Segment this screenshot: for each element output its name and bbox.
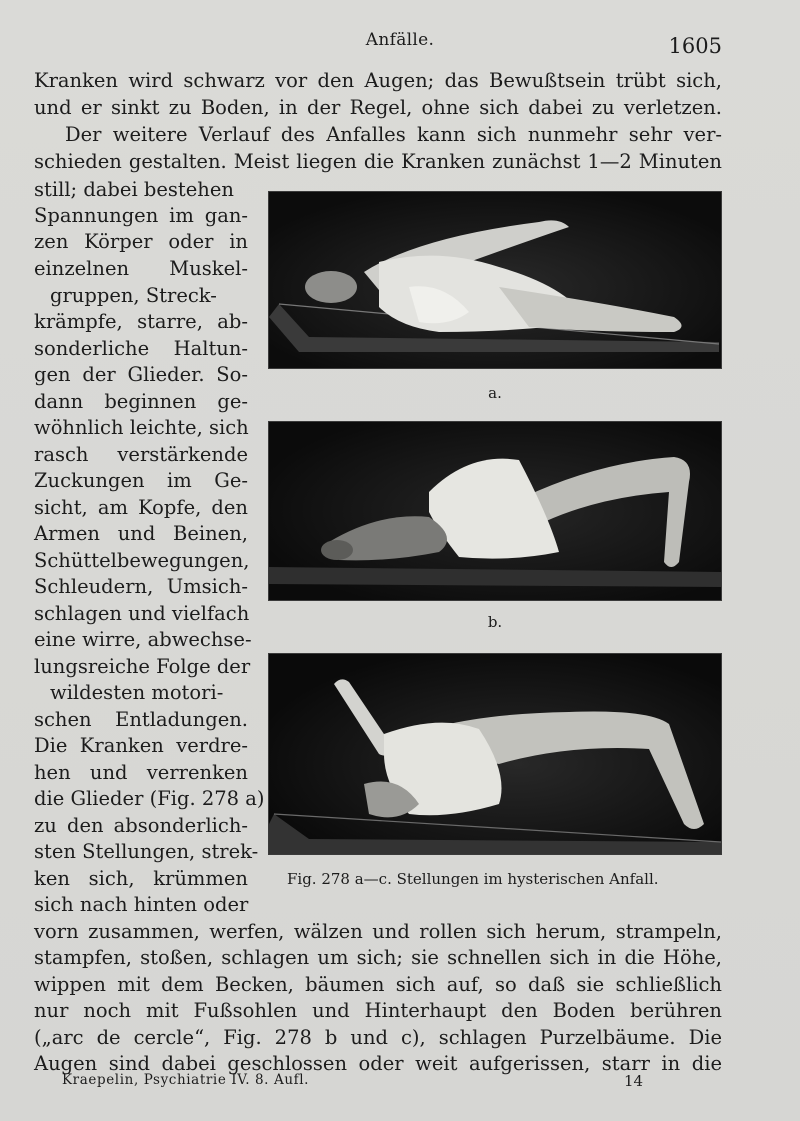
column-line: still; dabei bestehen [34, 178, 234, 201]
text-line: Augen sind dabei geschlossen oder weit aufgerissen, starr in die [34, 1052, 722, 1075]
column-line: Schüttelbewegungen, [34, 549, 250, 572]
column-line: gruppen, Streck- [50, 284, 217, 307]
column-line: Schleudern, Umsich- [34, 575, 248, 598]
column-line: schen Entladungen. [34, 708, 248, 731]
column-line: rasch verstärkende [34, 443, 248, 466]
page-number: 1605 [668, 34, 722, 58]
column-line: gen der Glieder. So- [34, 363, 248, 386]
text-line: nur noch mit Fußsohlen und Hinterhaupt den Boden berühren [34, 999, 722, 1022]
column-line: Spannungen im gan- [34, 204, 248, 227]
photo-figure-a [268, 191, 722, 369]
figure-label-b: b. [487, 613, 503, 631]
text-line: („arc de cercle“, Fig. 278 b und c), schlagen Purzelbäume. Die [34, 1026, 722, 1049]
column-line: sich nach hinten oder [34, 893, 249, 916]
text-line: wippen mit dem Becken, bäumen sich auf, so daß sie schließlich [34, 973, 722, 996]
photo-figure-c-image [269, 654, 721, 854]
column-line: sicht, am Kopfe, den [34, 496, 248, 519]
text-line: vorn zusammen, werfen, wälzen und rollen sich herum, strampeln, [34, 920, 722, 943]
column-line: eine wirre, abwechse- [34, 628, 252, 651]
column-line: zen Körper oder in [34, 230, 248, 253]
photo-figure-a-image [269, 192, 721, 368]
column-line: krämpfe, starre, ab- [34, 310, 248, 333]
text-line: stampfen, stoßen, schlagen um sich; sie schnellen sich in die Höhe, [34, 946, 722, 969]
column-line: dann beginnen ge- [34, 390, 248, 413]
column-line: wildesten motori- [50, 681, 224, 704]
photo-figure-c [268, 653, 722, 855]
column-line: einzelnen Muskel- [34, 257, 248, 280]
column-line: wöhnlich leichte, sich [34, 416, 249, 439]
figure-label-a: a. [488, 384, 502, 402]
column-line: sten Stellungen, strek- [34, 840, 259, 863]
text-line: schieden gestalten. Meist liegen die Kranken zunächst 1—2 Minuten [34, 150, 722, 173]
running-header: Anfälle. [365, 30, 435, 50]
column-line: lungsreiche Folge der [34, 655, 251, 678]
column-line: sonderliche Haltun- [34, 337, 248, 360]
column-line: Zuckungen im Ge- [34, 469, 248, 492]
column-line: hen und verrenken [34, 761, 248, 784]
column-line: schlagen und vielfach [34, 602, 250, 625]
column-line: ken sich, krümmen [34, 867, 248, 890]
photo-figure-b [268, 421, 722, 601]
column-line: die Glieder (Fig. 278 a) [34, 787, 265, 810]
footer-sheet-number: 14 [624, 1072, 644, 1090]
column-line: Die Kranken verdre- [34, 734, 248, 757]
text-line: Der weitere Verlauf des Anfalles kann sich nunmehr sehr ver- [65, 123, 722, 146]
photo-figure-b-image [269, 422, 721, 600]
text-line: und er sinkt zu Boden, in der Regel, ohne sich dabei zu verletzen. [34, 96, 722, 119]
text-line: Kranken wird schwarz vor den Augen; das Bewußtsein trübt sich, [34, 69, 722, 92]
column-line: Armen und Beinen, [34, 522, 248, 545]
figure-caption: Fig. 278 a—c. Stellungen im hysterischen Anfall. [287, 870, 659, 888]
footer-signature: Kraepelin, Psychiatrie IV. 8. Aufl. [62, 1072, 310, 1088]
column-line: zu den absonderlich- [34, 814, 248, 837]
